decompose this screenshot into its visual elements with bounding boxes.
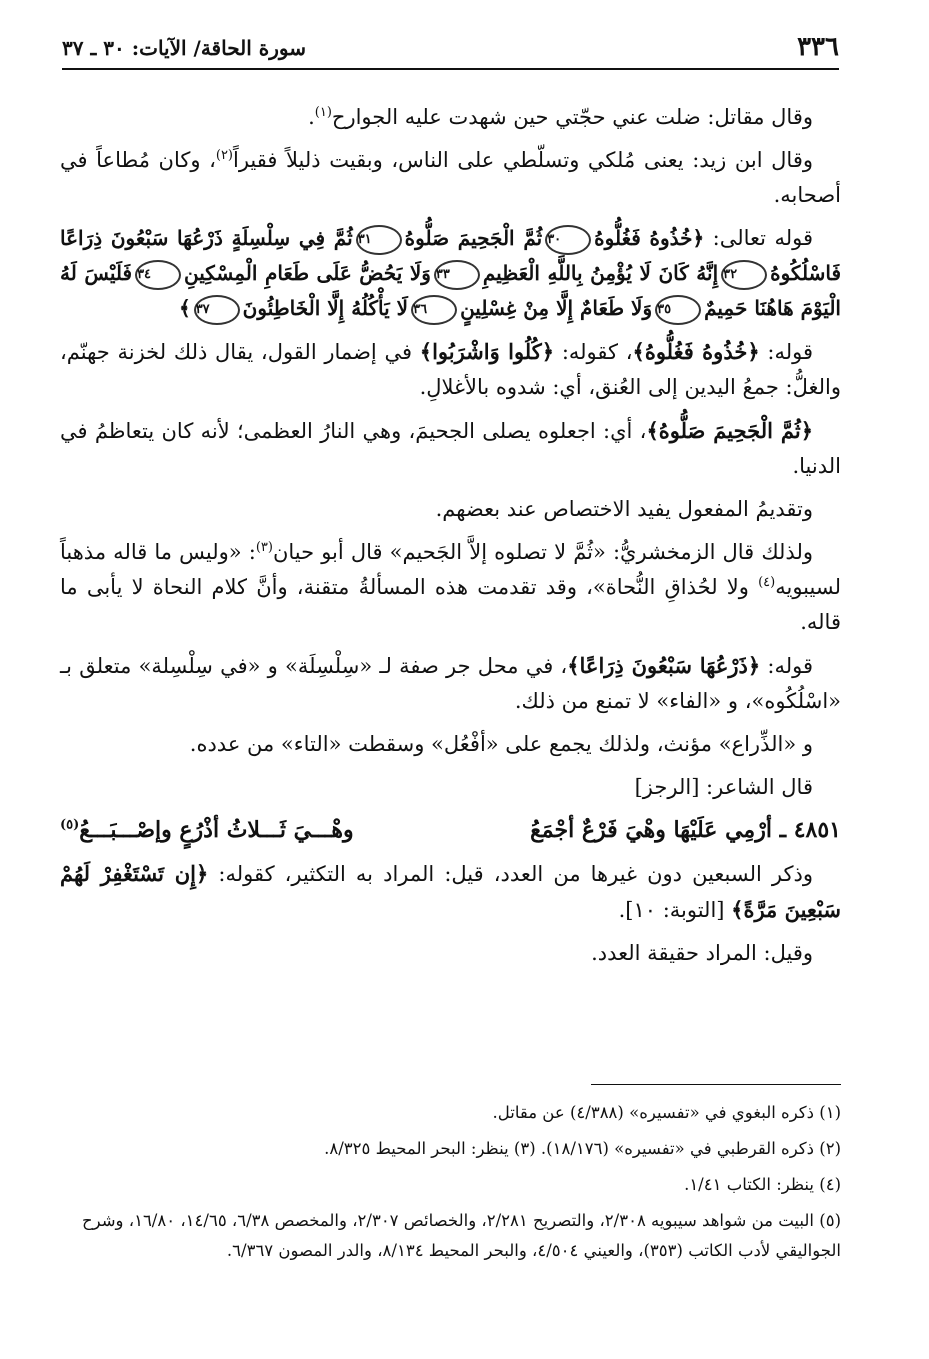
quran-verses-block (60, 221, 841, 326)
verse-35: فَلَيْسَ لَهُ الْيَوْمَ هَاهُنَا حَمِيمٌ (60, 261, 841, 320)
verse-bracket-close: ﴾ (178, 296, 191, 320)
poetry-second-hemistich (60, 813, 354, 848)
paragraph-sabin (60, 856, 841, 928)
paragraph-text: ولذلك قال الزمخشريُّ: «ثُمَّ لا تصلوه إلاَّ الجَحيم» قال أبو حيان (272, 540, 813, 564)
poetry-number: ٤٨٥١ ـ (779, 817, 841, 843)
surah-running-title: سورة الحاقة/ الآيات: ٣٠ ـ ٣٧ (62, 36, 306, 60)
ayah-number-marker: ٣٥ (655, 295, 701, 325)
page-header (62, 28, 839, 72)
verse-31: ثُمَّ الْجَحِيمَ صَلُّوهُ (404, 226, 543, 250)
paragraph-text: ولا لحُذاقِ النُّحاة»، وقد تقدمت هذه المسألةُ متقنة، وأنَّ كلام النحاة لا يأبى ما قاله. (60, 575, 841, 634)
poetry-text: أرْمِي عَلَيْهَا وهْيَ فَرْعٌ أجْمَعُ (530, 817, 772, 843)
verse-intro: قوله تعالى: (704, 226, 814, 250)
page-number: ٣٣٦ (797, 32, 839, 62)
paragraph-text: : «وليس ما قاله مذهباً لسيبويه (60, 540, 841, 599)
main-text (60, 100, 841, 979)
footnote-2-3: (٢) ذكره القرطبي في «تفسيره» (١٨/١٧٦). (٣) ينظر: البحر المحيط ٨/٣٢٥. (324, 1139, 841, 1158)
ayah-number-marker: ٣١ (356, 225, 402, 255)
paragraph-dharuha (60, 648, 841, 719)
paragraph-text: في إضمار القول، يقال ذلك لخزنة جهنّم، والغلُّ: جمعُ اليدين إلى العُنق، أي: شدوه بالأغلالِ. (60, 340, 841, 399)
verse-32: ثُمَّ فِي سِلْسِلَةٍ ذَرْعُهَا سَبْعُونَ ذِرَاعًا فَاسْلُكُوهُ (60, 226, 841, 285)
quran-quote: ﴿إِن تَسْتَغْفِرْ لَهُمْ سَبْعِينَ مَرَّةً﴾ (60, 861, 841, 922)
quran-quote: ﴿كُلُوا وَاشْرَبُوا﴾ (419, 339, 555, 364)
ayah-number-marker: ٣٧ (194, 295, 240, 325)
verse-37: لَا يَأْكُلُهُ إِلَّا الْخَاطِئُونَ (242, 296, 409, 320)
paragraph-khudhuhu (60, 334, 841, 405)
paragraph-jahim (60, 413, 841, 484)
poetry-text: وهْـــيَ ثَـــلاثُ أذْرُعٍ وإصْـــبَـــعُ (79, 817, 354, 843)
paragraph-text: قوله: (759, 340, 813, 364)
ayah-number-marker: ٣٦ (411, 295, 457, 325)
paragraph-text: قوله: (760, 654, 813, 678)
paragraph-text: وقال ابن زيد: يعنى مُلكي وتسلّطي على الناس، وبقيت ذليلاً فقيراً (233, 148, 813, 172)
footnote-ref: (١) (314, 105, 332, 120)
paragraph-dhira: و «الذِّراع» مؤنث، ولذلك يجمع على «أفْعُل» وسقطت «التاء» من عدده. (189, 732, 813, 756)
verse-36: وَلَا طَعَامٌ إِلَّا مِنْ غِسْلِينٍ (460, 296, 653, 320)
paragraph-muqatil (60, 100, 841, 135)
verse-bracket-open: ﴿ (692, 226, 705, 250)
footnote-ref: (٤) (758, 575, 776, 590)
paragraph-text: ، أي: اجعلوه يصلى الجحيمَ، وهي النارُ العظمى؛ لأنه كان يتعاظمُ في الدنيا. (60, 419, 841, 478)
paragraph-text: ، وكان مُطاعاً في أصحابه. (60, 148, 841, 207)
paragraph-text: وقال مقاتل: ضلت عني حجّتي حين شهدت عليه الجوارح (331, 105, 813, 129)
verse-33: إِنَّهُ كَانَ لَا يُؤْمِنُ بِاللَّهِ الْعَظِيمِ (482, 261, 719, 285)
quran-quote: ﴿ثُمَّ الْجَحِيمَ صَلُّوهُ﴾ (646, 418, 813, 443)
paragraph-text: وذكر السبعين دون غيرها من العدد، قيل: المراد به التكثير، كقوله: (208, 862, 813, 886)
header-divider (62, 68, 839, 70)
quran-quote: ﴿ذَرْعُهَا سَبْعُونَ ذِرَاعًا﴾ (567, 653, 761, 678)
ayah-number-marker: ٣٠ (545, 225, 591, 255)
footnote-4: (٤) ينظر: الكتاب ١/٤١. (684, 1175, 841, 1194)
verse-34: وَلَا يَحُضُّ عَلَى طَعَامِ الْمِسْكِينِ (184, 261, 431, 285)
verse-30: خُذُوهُ فَغُلُّوهُ (594, 226, 693, 250)
paragraph-haqiqa: وقيل: المراد حقيقة العدد. (591, 941, 813, 965)
paragraph-zamakhshari (60, 535, 841, 640)
footnote-divider (591, 1084, 841, 1085)
paragraph-text: [التوبة: ١٠]. (618, 898, 732, 922)
poet-intro: قال الشاعر: [الرجز] (634, 775, 813, 799)
footnote-5: (٥) البيت من شواهد سيبويه ٢/٣٠٨، والتصريح ٢/٢٨١، والخصائص ٢/٣٠٧، والمخصص ٦/٣٨، ١٤/٦٥، ١٦/٨٠، وشرح الجواليقي لأدب الكاتب (٣٥٣)، والعيني ٤/٥٠٤، والبحر المحيط ٨/١٣٤، والدر المصون ٦/٣٦٧. (81, 1211, 841, 1260)
ayah-number-marker: ٣٢ (721, 260, 767, 290)
paragraph-text: ، في محل جر صفة لـ «سِلْسِلَة» و «في سِلْسِلة» متعلق بـ «اسْلُكُوه»، و «الفاء» لا تمنع من ذلك. (60, 654, 841, 713)
paragraph-text: ، كقوله: (554, 340, 633, 364)
quran-quote: ﴿خُذُوهُ فَغُلُّوهُ﴾ (632, 339, 760, 364)
poetry-first-hemistich (530, 813, 841, 848)
paragraph-ibn-zayd (60, 143, 841, 213)
footnote-ref: (٣) (255, 540, 273, 555)
footnote-1: (١) ذكره البغوي في «تفسيره» (٤/٣٨٨) عن مقاتل. (492, 1103, 841, 1122)
footnote-ref: (٥) (60, 817, 80, 833)
ayah-number-marker: ٣٣ (434, 260, 480, 290)
paragraph-taqdim: وتقديمُ المفعول يفيد الاختصاص عند بعضهم. (435, 497, 813, 521)
footnote-ref: (٢) (215, 148, 233, 163)
poetry-verse (60, 813, 841, 848)
footnotes (60, 1098, 841, 1272)
paragraph-text: . (308, 105, 315, 129)
ayah-number-marker: ٣٤ (135, 260, 181, 290)
